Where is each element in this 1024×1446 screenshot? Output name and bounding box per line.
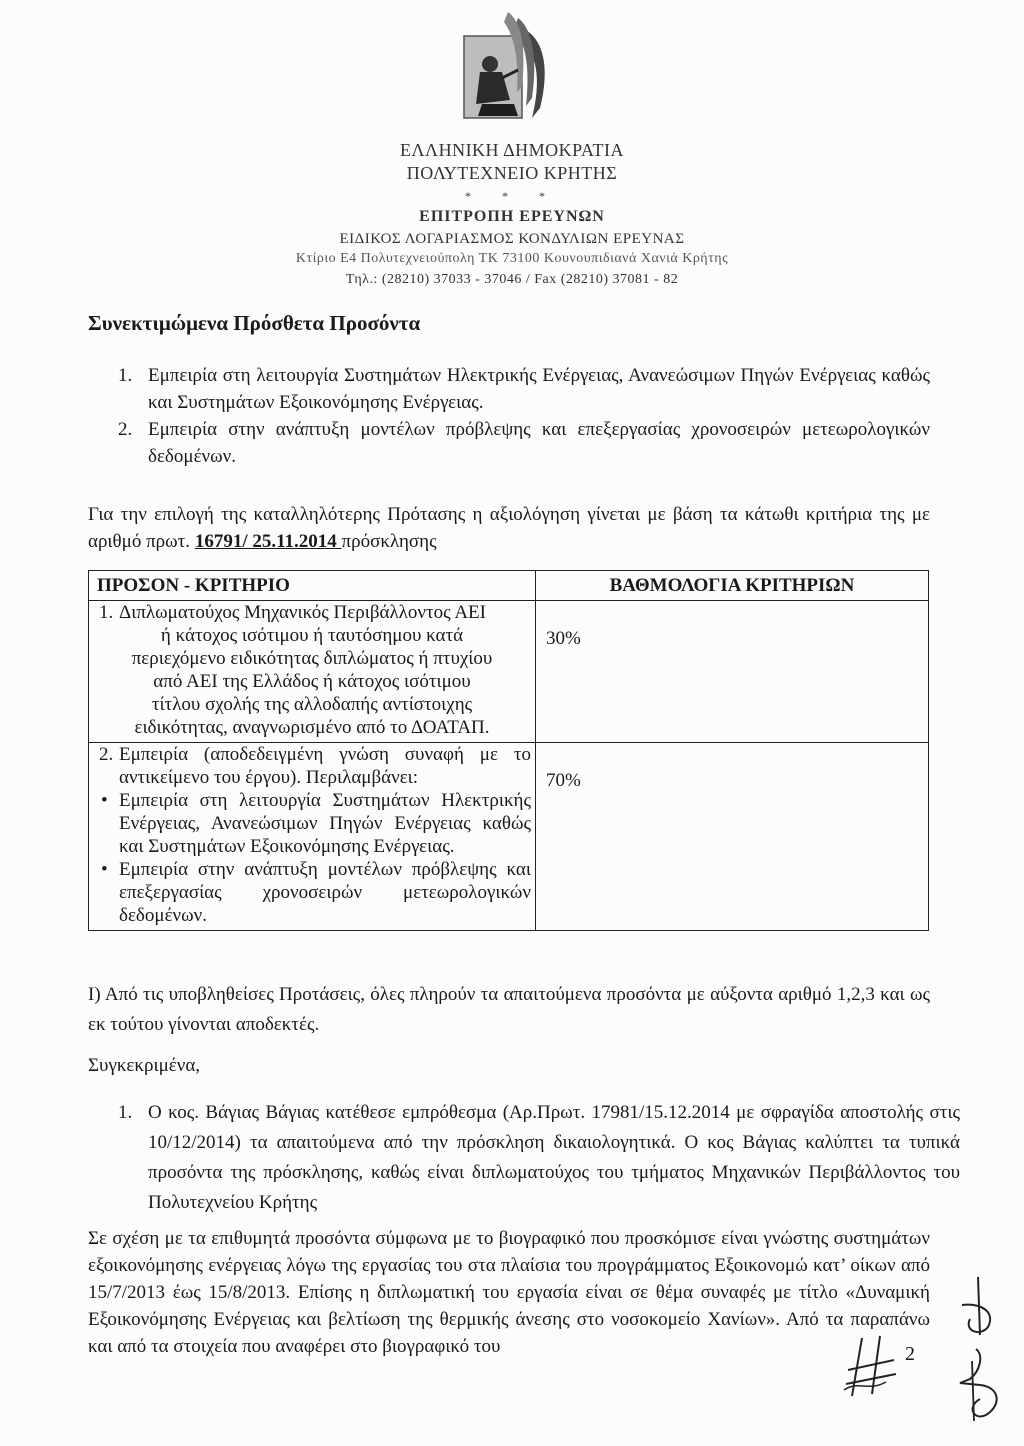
extra-qualifications-list	[118, 362, 930, 470]
letterhead-account: ΕΙΔΙΚΟΣ ΛΟΓΑΡΙΑΣΜΟΣ ΚΟΝΔΥΛΙΩΝ ΕΡΕΥΝΑΣ	[339, 231, 685, 247]
intro-text: Για την επιλογή της καταλληλότερης Πρότασης η αξιολόγηση γίνεται με βάση τα κάτωθι κριτήρια της με αριθμό πρωτ.	[88, 504, 930, 552]
letterhead-country: ΕΛΛΗΝΙΚΗ ΔΗΜΟΚΡΑΤΙΑ	[399, 140, 625, 160]
table-header-score: ΒΑΘΜΟΛΟΓΙΑ ΚΡΙΤΗΡΙΩΝ	[536, 571, 929, 601]
list-item	[118, 416, 930, 470]
table-header-criterion: ΠΡΟΣΟΝ - ΚΡΙΤΗΡΙΟ	[89, 571, 536, 601]
intro-after: πρόσκλησης	[341, 531, 437, 552]
candidate-item	[118, 1098, 960, 1218]
score-cell	[536, 743, 929, 931]
candidate-item-text: Ο κος. Βάγιας Βάγιας κατέθεσε εμπρόθεσμα (Αρ.Πρωτ. 17981/15.12.2014 με σφραγίδα αποστολής στις 10/12/2014) τα απαιτούμενα από την πρόσκληση δικαιολογητικά. Ο κος Βάγιας καλύπτει τα τυπικά προσόντα της πρόσκλησης, καθώς είναι διπλωματούχος του τμήματος Μηχανικών Περιβάλλοντος του Πολυτεχνείου Κρήτης	[148, 1102, 960, 1213]
table-header-row	[89, 571, 929, 601]
letterhead-stars: * * *	[465, 189, 559, 203]
list-item	[118, 362, 930, 416]
score-cell	[536, 601, 929, 743]
criteria-table	[88, 570, 929, 931]
letterhead-university: ΠΟΛΥΤΕΧΝΕΙΟ ΚΡΗΤΗΣ	[406, 163, 618, 183]
criterion-line: ειδικότητας, αναγνωρισμένο από το ΔΟΑΤΑΠ.	[134, 717, 490, 738]
letterhead-phone: Τηλ.: (28210) 37033 - 37046 / Fax (28210) 37081 - 82	[345, 272, 679, 287]
criterion-bullet: • Εμπειρία στη λειτουργία Συστημάτων Ηλεκτρικής Ενέργειας, Ανανεώσιμων Πηγών Ενέργειας καθώς και Συστημάτων Εξοικονόμησης Ενέργειας.	[93, 789, 531, 858]
list-item-text: Εμπειρία στην ανάπτυξη μοντέλων πρόβλεψης και επεξεργασίας χρονοσειρών μετεωρολογικών δεδομένων.	[148, 419, 930, 467]
handwritten-signature-icon	[940, 1275, 1010, 1430]
list-item-number: 1.	[118, 365, 133, 386]
criterion-line: τίτλου σχολής της αλλοδαπής αντίστοιχης	[151, 694, 473, 715]
table-row	[89, 601, 929, 743]
final-paragraph: Σε σχέση με τα επιθυμητά προσόντα σύμφωνα με το βιογραφικό που προσκόμισε είναι γνώστης συστημάτων εξοικονόμησης ενέργειας λόγω της εργασίας του στα πλαίσια του προγράμματος Εξοικονομώ κατ’ οίκων από 15/7/2013 έως 15/8/2013. Επίσης η διπλωματική του εργασία είναι σε θέμα συναφές με τίτλο «Δυναμική Εξοικονόμησης Ενέργειας και βελτίωση της θερμικής άνεσης στο νοσοκομείο Χανίων». Από τα παραπάνω και από τα στοιχεία που αναφέρει στο βιογραφικό του	[88, 1228, 930, 1357]
list-item-number: 2.	[118, 419, 133, 440]
paragraph-i: Ι) Από τις υποβληθείσες Προτάσεις, όλες πληρούν τα απαιτούμενα προσόντα με αύξοντα αριθμό 1,2,3 και ως εκ τούτου γίνονται αποδεκτές.	[88, 984, 930, 1035]
criterion-text: Εμπειρία (αποδεδειγμένη γνώση συναφή με το αντικείμενο του έργου). Περιλαμβάνει:	[119, 744, 531, 788]
section-title: Συνεκτιμώμενα Πρόσθετα Προσόντα	[88, 311, 421, 335]
criterion-cell	[89, 743, 536, 931]
criterion-line: Διπλωματούχος Μηχανικός Περιβάλλοντος ΑΕΙ	[119, 602, 486, 623]
handwritten-initials-icon	[838, 1330, 908, 1405]
criterion-line: από ΑΕΙ της Ελλάδος ή κάτοχος ισότιμου	[153, 671, 471, 692]
intro-reference: 16791/ 25.11.2014	[194, 531, 342, 552]
criterion-number: 1.	[99, 602, 114, 623]
letterhead-address: Κτίριο Ε4 Πολυτεχνειούπολη ΤΚ 73100 Κουνουπιδιανά Χανιά Κρήτης	[295, 251, 729, 266]
criterion-line: περιεχόμενο ειδικότητας διπλώματος ή πτυχίου	[131, 648, 493, 669]
specifically-label: Συγκεκριμένα,	[88, 1055, 201, 1076]
table-row	[89, 743, 929, 931]
score-value: 30%	[546, 628, 581, 649]
letterhead-committee: ΕΠΙΤΡΟΠΗ ΕΡΕΥΝΩΝ	[419, 208, 605, 225]
criterion-number: 2.	[99, 744, 114, 765]
score-value: 70%	[546, 770, 581, 791]
criterion-bullet: • Εμπειρία στην ανάπτυξη μοντέλων πρόβλεψης και επεξεργασίας χρονοσειρών μετεωρολογικών δεδομένων.	[93, 858, 531, 927]
list-item-text: Εμπειρία στη λειτουργία Συστημάτων Ηλεκτρικής Ενέργειας, Ανανεώσιμων Πηγών Ενέργειας καθώς και Συστημάτων Εξοικονόμησης Ενέργειας.	[148, 365, 930, 413]
university-seal-icon	[452, 8, 552, 136]
criterion-line: ή κάτοχος ισότιμου ή ταυτόσημου κατά	[160, 625, 464, 646]
intro-paragraph	[88, 501, 930, 555]
criterion-cell	[89, 601, 536, 743]
candidate-item-number: 1.	[118, 1102, 133, 1123]
page-number: 2	[905, 1343, 915, 1365]
